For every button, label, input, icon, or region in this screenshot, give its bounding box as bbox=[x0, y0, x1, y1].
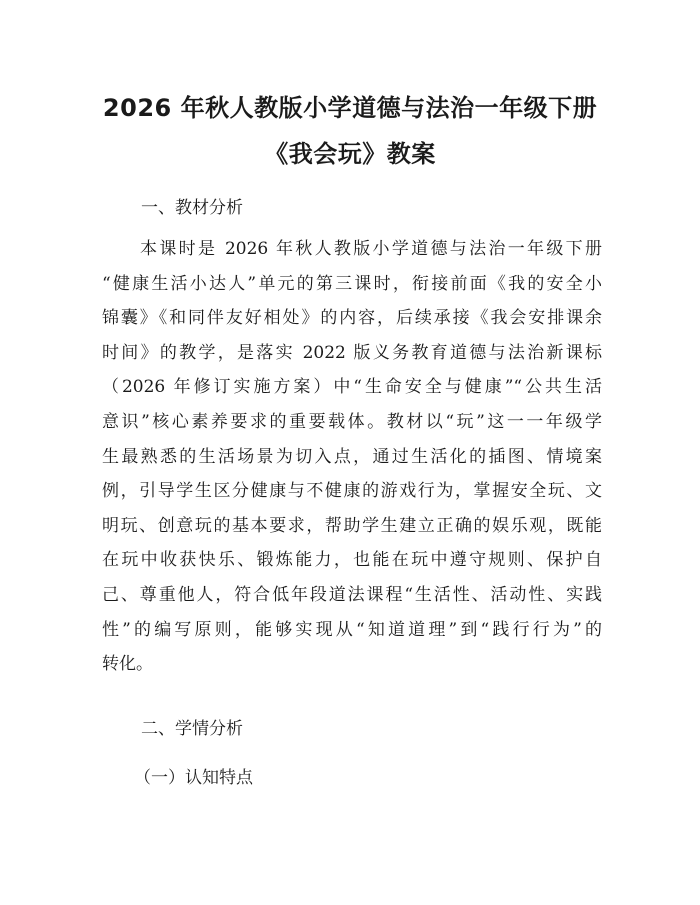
paragraph-line: 意识”核心素养要求的重要载体。教材以“玩”这一一年级学 bbox=[102, 411, 602, 432]
paragraph-line: 例，引导学生区分健康与不健康的游戏行为，掌握安全玩、文 bbox=[102, 481, 602, 502]
paragraph-line: 在玩中收获快乐、锻炼能力，也能在玩中遵守规则、保护自 bbox=[102, 550, 602, 571]
section-heading-textbook-analysis: 一、教材分析 bbox=[141, 198, 243, 218]
paragraph-line: （2026 年修订实施方案）中“生命安全与健康”“公共生活 bbox=[102, 377, 602, 398]
paragraph-line: 己、尊重他人，符合低年段道法课程“生活性、活动性、实践 bbox=[102, 584, 602, 605]
document-title: 2026 年秋人教版小学道德与法治一年级下册 bbox=[102, 94, 598, 122]
paragraph-line: 本课时是 2026 年秋人教版小学道德与法治一年级下册 bbox=[140, 239, 602, 259]
paragraph-line: 时间》的教学，是落实 2022 版义务教育道德与法治新课标 bbox=[102, 342, 602, 363]
section-paragraph bbox=[102, 232, 602, 682]
paragraph-line: 转化。 bbox=[102, 654, 153, 675]
paragraph-line: 生最熟悉的生活场景为切入点，通过生活化的插图、情境案 bbox=[102, 446, 602, 467]
paragraph-line: 锦囊》《和同伴友好相处》的内容，后续承接《我会安排课余 bbox=[102, 308, 602, 329]
paragraph-line: 性”的编写原则，能够实现从“知道道理”到“践行行为”的 bbox=[102, 619, 602, 640]
paragraph-line: 明玩、创意玩的基本要求，帮助学生建立正确的娱乐观，既能 bbox=[102, 515, 602, 536]
paragraph-line: “健康生活小达人”单元的第三课时，衔接前面《我的安全小 bbox=[102, 273, 602, 294]
document-subtitle: 《我会玩》教案 bbox=[264, 140, 436, 168]
subsection-heading-cognitive-traits: （一）认知特点 bbox=[134, 768, 253, 788]
section-heading-student-analysis: 二、学情分析 bbox=[141, 719, 243, 739]
